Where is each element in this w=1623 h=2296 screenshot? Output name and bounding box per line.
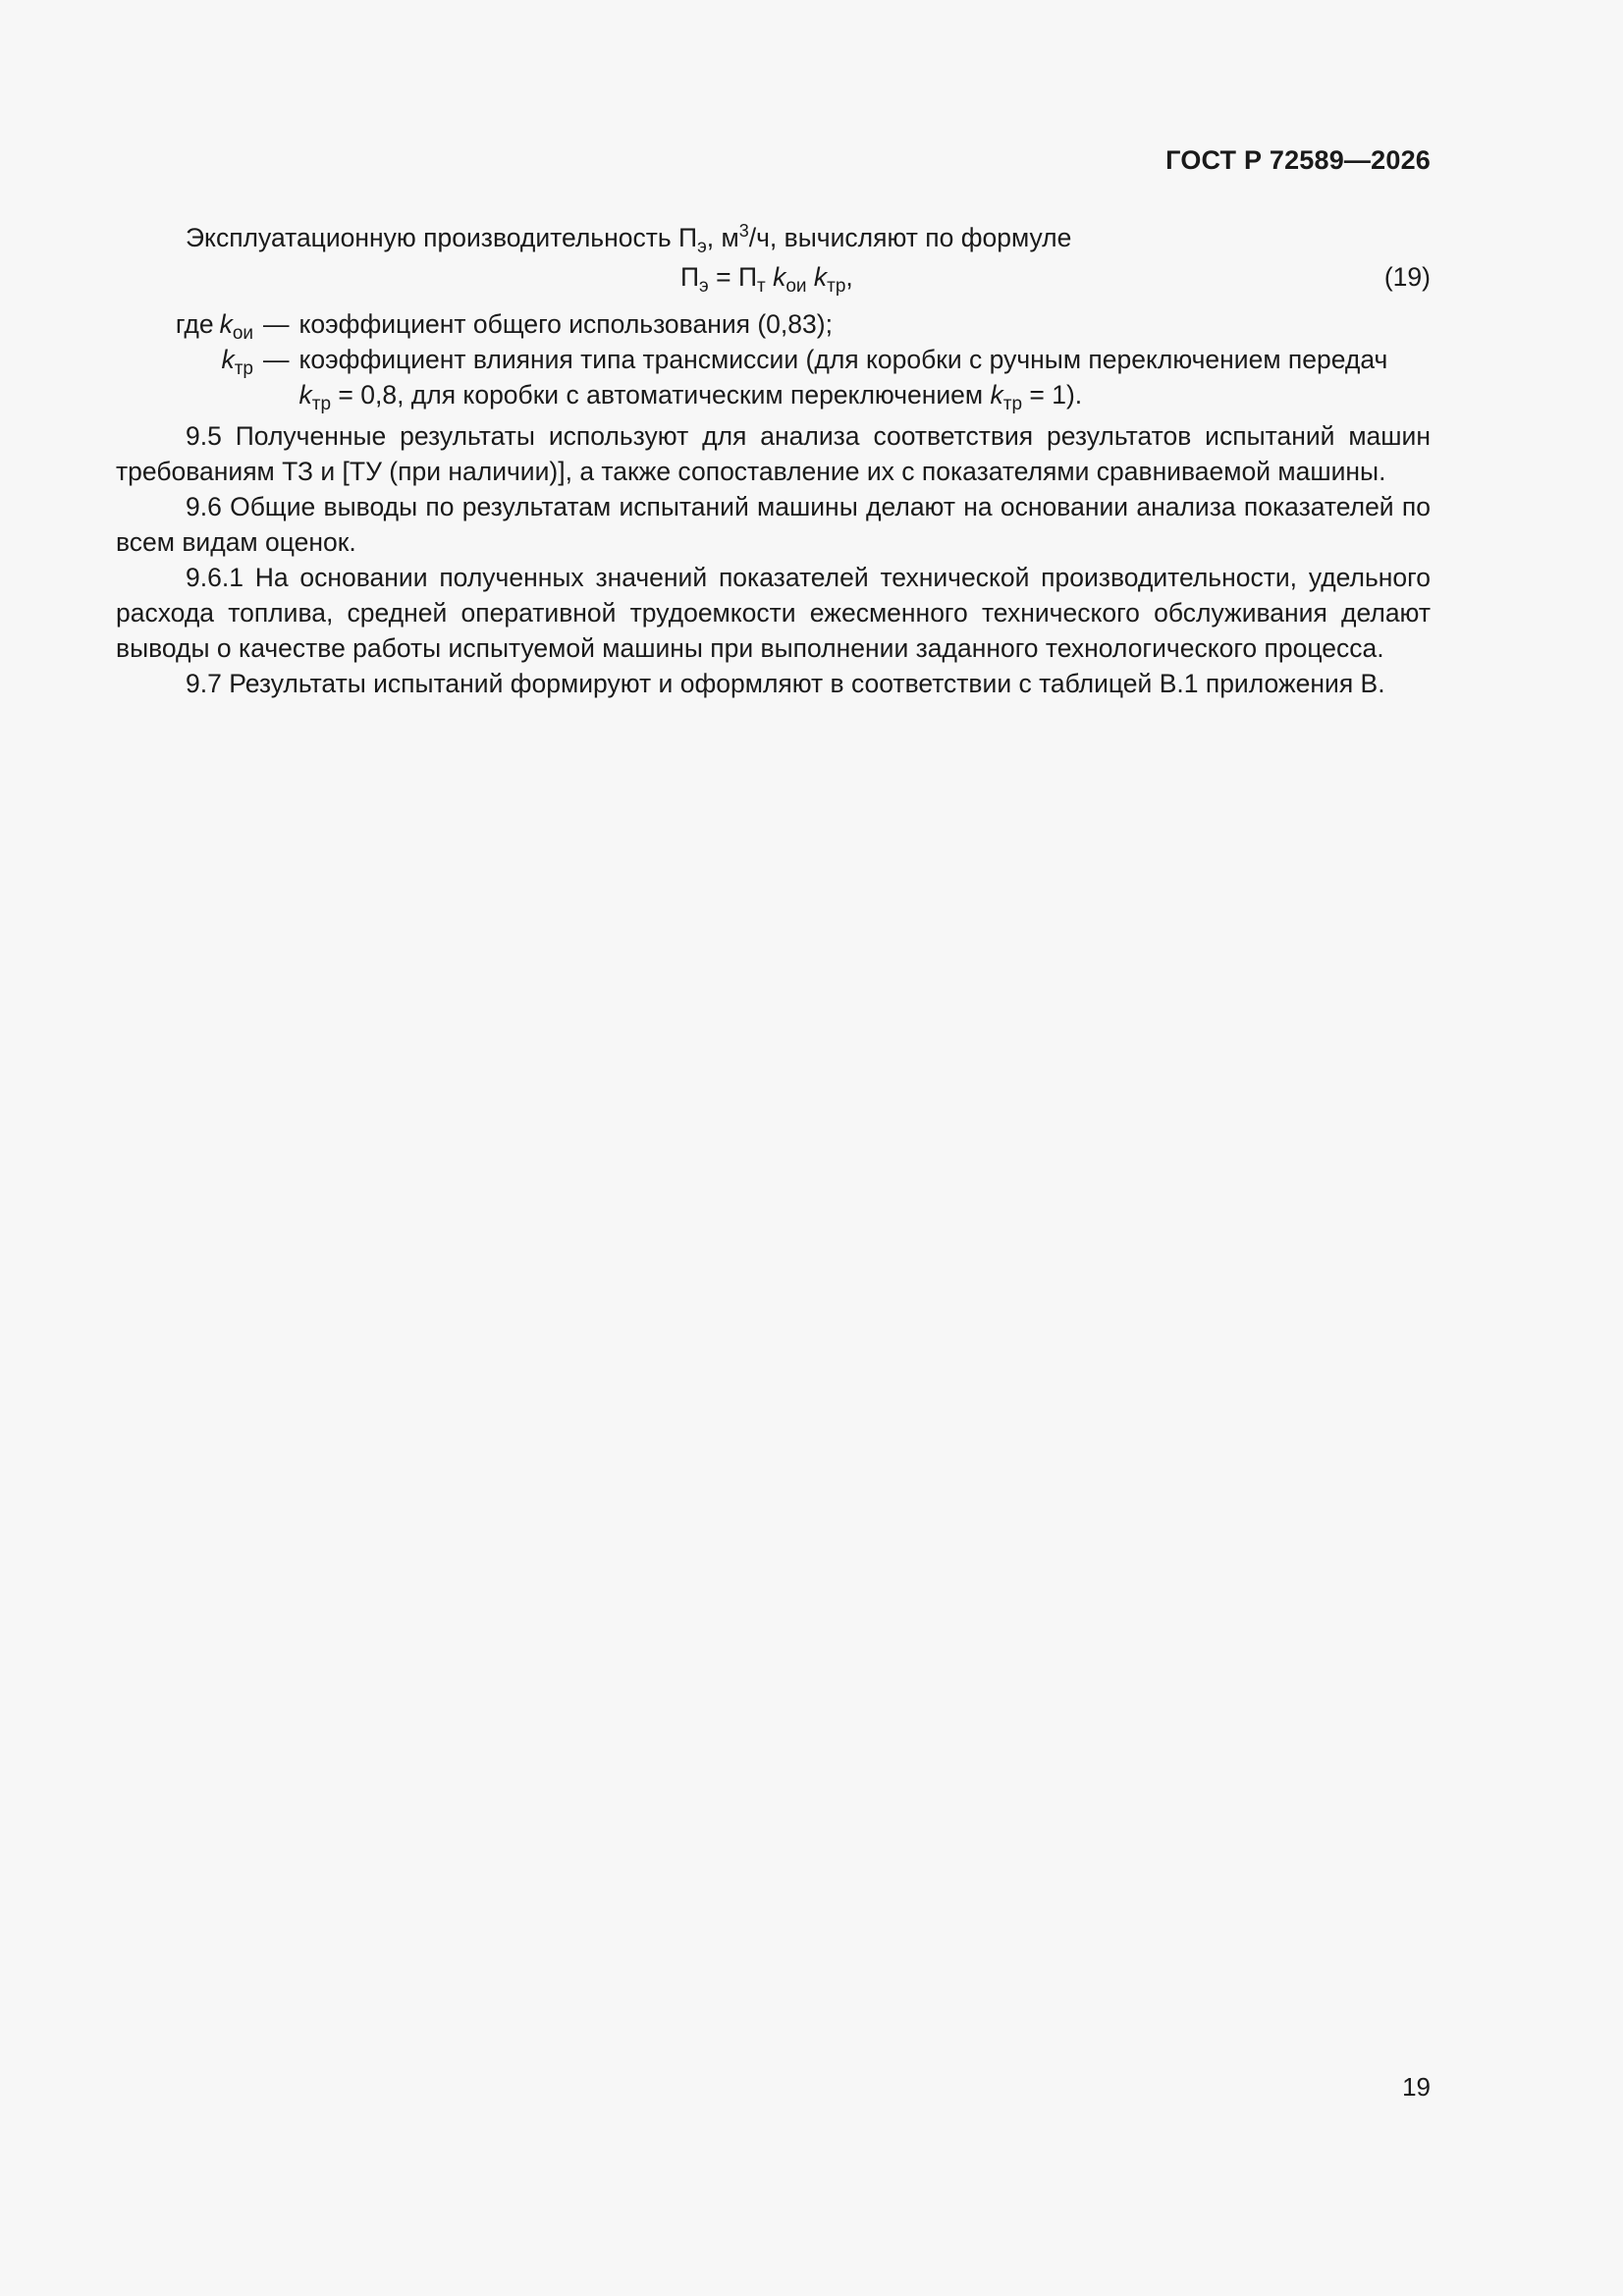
formula-lhs-sub: э — [699, 276, 709, 297]
where-description — [299, 342, 1432, 412]
page-number: 19 — [1402, 2072, 1431, 2102]
where-dash: — — [263, 345, 290, 374]
paragraph-9-5: 9.5 Полученные результаты используют для анализа соответствия результатов испытаний машин требованиям ТЗ и [ТУ (при наличии)], а также сопоставление их с показателями сравниваемой машины. — [116, 421, 1431, 486]
where-dash: — — [263, 309, 290, 339]
formula-k-oi-sub: ои — [785, 276, 807, 297]
intro-text: Эксплуатационную производительность П — [186, 223, 698, 252]
formula-row — [116, 259, 1431, 301]
where-description-line1: коэффициент влияния типа трансмиссии (для коробки с ручным переключением передач — [298, 345, 1388, 374]
where-item-k-tr — [116, 342, 1431, 412]
formula-intro-paragraph — [116, 220, 1431, 255]
formula-eq: = П — [708, 262, 757, 292]
document-body — [116, 220, 1431, 701]
formula-trail: , — [845, 262, 853, 292]
where-label — [116, 306, 253, 342]
formula-19 — [680, 259, 853, 295]
formula-number: (19) — [1383, 262, 1431, 292]
where-cont-text: = 0,8, для коробки с автоматическим переключением — [331, 380, 991, 410]
formula-lhs: П — [680, 262, 700, 292]
where-cont-var: k — [298, 380, 312, 410]
paragraph-9-6-1: 9.6.1 На основании полученных значений показателей технической производительности, удельного расхода топлива, средней оперативной трудоемкости ежесменного технического обслуживания делают выводы о качестве работы испытуемой машины при выполнении заданного технологического процесса. — [116, 563, 1431, 663]
intro-text-unit: , м — [706, 223, 739, 252]
formula-k-tr: k — [813, 262, 828, 292]
where-item-k-oi — [116, 306, 1431, 342]
document-code: ГОСТ Р 72589—2026 — [1165, 145, 1431, 175]
where-cont-var2: k — [990, 380, 1003, 410]
intro-symbol-sub: э — [697, 237, 707, 257]
where-var: k — [219, 309, 233, 339]
formula-k-tr-sub: тр — [827, 276, 846, 297]
formula-t-sub: т — [757, 276, 766, 297]
where-var-sub: тр — [234, 358, 253, 379]
where-cont-var2-sub: тр — [1002, 394, 1023, 414]
where-cont-end: = 1). — [1022, 380, 1083, 410]
intro-unit-sup: 3 — [738, 221, 749, 241]
where-label — [116, 342, 253, 377]
paragraph-9-6: 9.6 Общие выводы по результатам испытаний машины делают на основании анализа показателей по всем видам оценок. — [116, 492, 1431, 557]
paragraph-9-7: 9.7 Результаты испытаний формируют и оформляют в соответствии с таблицей В.1 приложения В. — [186, 669, 1385, 698]
formula-k-oi: k — [773, 262, 786, 292]
where-var-sub: ои — [232, 323, 253, 344]
intro-text-end: /ч, вычисляют по формуле — [748, 223, 1072, 252]
where-cont-var-sub: тр — [311, 394, 332, 414]
where-description: коэффициент общего использования (0,83); — [298, 309, 833, 339]
where-var: k — [221, 345, 235, 374]
where-intro-word: где — [175, 309, 214, 339]
